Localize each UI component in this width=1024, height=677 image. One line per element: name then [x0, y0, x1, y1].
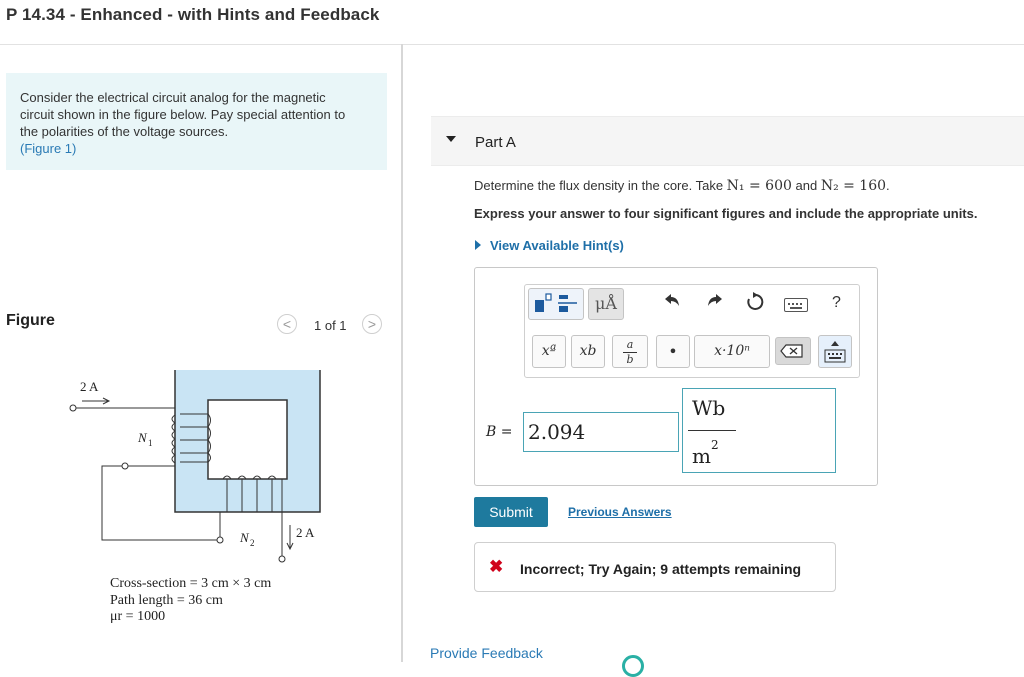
answer-instruction: Express your answer to four significant figures and include the appropriate units.	[474, 206, 978, 221]
previous-answers-link[interactable]: Previous Answers	[568, 505, 672, 519]
next-button-icon[interactable]	[622, 655, 644, 677]
n1-sub: 1	[148, 438, 153, 448]
figure-prev-button[interactable]: <	[277, 314, 297, 334]
intro-line: circuit shown in the figure below. Pay special attention to	[20, 107, 346, 122]
reset-icon[interactable]	[745, 292, 765, 317]
question-prompt	[474, 178, 890, 194]
scientific-notation-button[interactable]: x·10ⁿ	[694, 335, 770, 368]
prompt-end: .	[886, 178, 890, 193]
incorrect-icon: ✖	[489, 557, 504, 576]
unit-exponent: 2	[711, 438, 719, 452]
variable-label: B =	[486, 424, 513, 440]
units-button[interactable]: μÅ	[588, 288, 624, 320]
part-header[interactable]	[431, 116, 1024, 166]
current-out-label: 2 A	[296, 525, 315, 540]
fraction-button[interactable]	[612, 335, 648, 368]
redo-icon[interactable]	[705, 292, 723, 313]
fraction-numerator: a	[626, 338, 634, 351]
n2-sub: 2	[250, 538, 255, 548]
prompt-math-n2: N₂ = 160	[820, 178, 887, 194]
undo-icon[interactable]	[664, 292, 682, 313]
problem-intro	[6, 73, 387, 170]
templates-icon	[529, 289, 583, 319]
backspace-button[interactable]	[775, 337, 811, 365]
superscript-button[interactable]: xª	[532, 335, 566, 368]
help-icon[interactable]: ?	[832, 294, 841, 311]
figure-link[interactable]: (Figure 1)	[20, 141, 77, 156]
column-divider	[401, 44, 403, 662]
intro-line: the polarities of the voltage sources.	[20, 124, 229, 139]
keyboard-icon[interactable]	[784, 298, 808, 312]
keyboard-toggle-icon	[819, 336, 851, 367]
prompt-math-n1: N₁ = 600	[726, 178, 792, 194]
terminal	[70, 405, 76, 411]
core-window	[208, 400, 287, 479]
provide-feedback-link[interactable]: Provide Feedback	[430, 645, 543, 661]
terminal	[279, 556, 285, 562]
subscript-button[interactable]: xb	[571, 335, 605, 368]
prompt-and: and	[791, 178, 821, 193]
unit-numerator: Wb	[692, 396, 726, 420]
spec-cross-section: Cross-section = 3 cm × 3 cm	[110, 576, 272, 591]
page-title: P 14.34 - Enhanced - with Hints and Feedback	[6, 5, 380, 24]
terminal	[122, 463, 128, 469]
collapse-caret-icon[interactable]	[446, 136, 456, 142]
intro-line: Consider the electrical circuit analog for the magnetic	[20, 90, 326, 105]
fraction-denominator: b	[626, 353, 634, 366]
multiply-dot-button[interactable]: •	[656, 335, 690, 368]
figure-counter: 1 of 1	[314, 318, 347, 333]
n2-label: N	[240, 530, 249, 545]
part-label: Part A	[475, 134, 516, 151]
spec-permeability: μr = 1000	[110, 609, 166, 624]
header-divider	[0, 44, 1024, 45]
spec-path-length: Path length = 36 cm	[110, 592, 223, 608]
unit-fraction-bar	[688, 430, 736, 431]
current-in-label: 2 A	[80, 379, 99, 394]
keypad-toggle-button[interactable]	[818, 335, 852, 368]
terminal	[217, 537, 223, 543]
feedback-message: Incorrect; Try Again; 9 attempts remaining	[520, 561, 802, 577]
magnetic-circuit-figure	[60, 370, 340, 575]
view-hints-link[interactable]: View Available Hint(s)	[490, 238, 624, 253]
unit-denominator: m	[692, 444, 711, 468]
figure-next-button[interactable]: >	[362, 314, 382, 334]
answer-value-input[interactable]: 2.094	[523, 412, 679, 452]
submit-button[interactable]: Submit	[474, 497, 548, 527]
prompt-text: Determine the flux density in the core. Take	[474, 178, 727, 193]
backspace-icon	[776, 338, 810, 364]
n1-label: N	[138, 430, 147, 445]
templates-button[interactable]	[528, 288, 584, 320]
figure-heading: Figure	[6, 312, 55, 329]
expand-caret-icon[interactable]	[475, 240, 481, 250]
figure-specs	[110, 576, 271, 626]
